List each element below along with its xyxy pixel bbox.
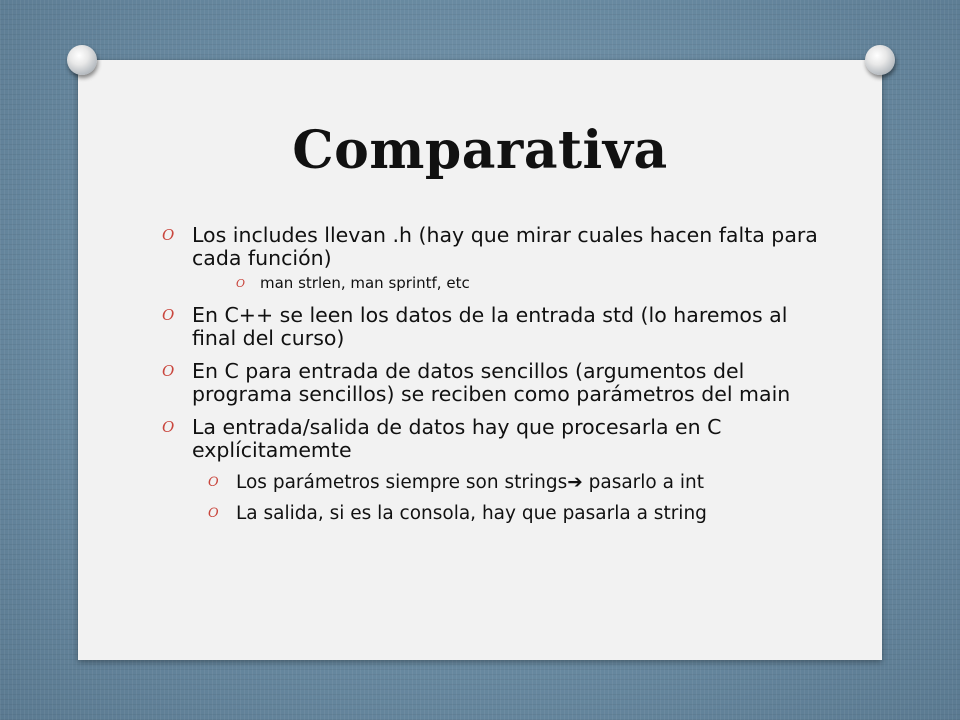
bullet-marker-icon: O — [162, 362, 175, 380]
sub-bullet-item — [160, 274, 820, 292]
bullet-marker-icon: O — [208, 506, 219, 521]
bullet-text: En C para entrada de datos sencillos (argumentos del programa sencillos) se reciben como parámetros del main — [192, 359, 791, 406]
bullet-list — [160, 224, 820, 534]
bullet-text: man strlen, man sprintf, etc — [260, 274, 470, 292]
bullet-text: En C++ se leen los datos de la entrada std (lo haremos al final del curso) — [192, 303, 788, 350]
bullet-marker-icon: O — [208, 475, 219, 490]
bullet-text: Los parámetros siempre son strings — [236, 472, 568, 493]
bullet-item — [160, 304, 820, 350]
bullet-text: La entrada/salida de datos hay que procesarla en C explícitamemte — [192, 415, 722, 462]
pushpin-icon — [865, 45, 895, 75]
bullet-text-continuation: pasarlo a int — [582, 472, 704, 493]
slide-title: Comparativa — [292, 120, 668, 181]
pushpin-icon — [67, 45, 97, 75]
bullet-item — [160, 224, 820, 270]
bullet-item — [160, 416, 820, 462]
bullet-text: La salida, si es la consola, hay que pasarla a string — [236, 503, 707, 524]
bullet-text: Los includes llevan .h (hay que mirar cuales hacen falta para cada función) — [192, 223, 818, 270]
bullet-item — [160, 360, 820, 406]
bullet-marker-icon: O — [162, 306, 175, 324]
bullet-marker-icon: O — [162, 418, 175, 436]
arrow-right-icon: ➔ — [567, 472, 583, 493]
sub-bullet-item — [168, 472, 820, 494]
bullet-marker-icon: O — [236, 277, 246, 290]
sub-bullet-item — [168, 503, 820, 525]
bullet-marker-icon: O — [162, 226, 175, 244]
